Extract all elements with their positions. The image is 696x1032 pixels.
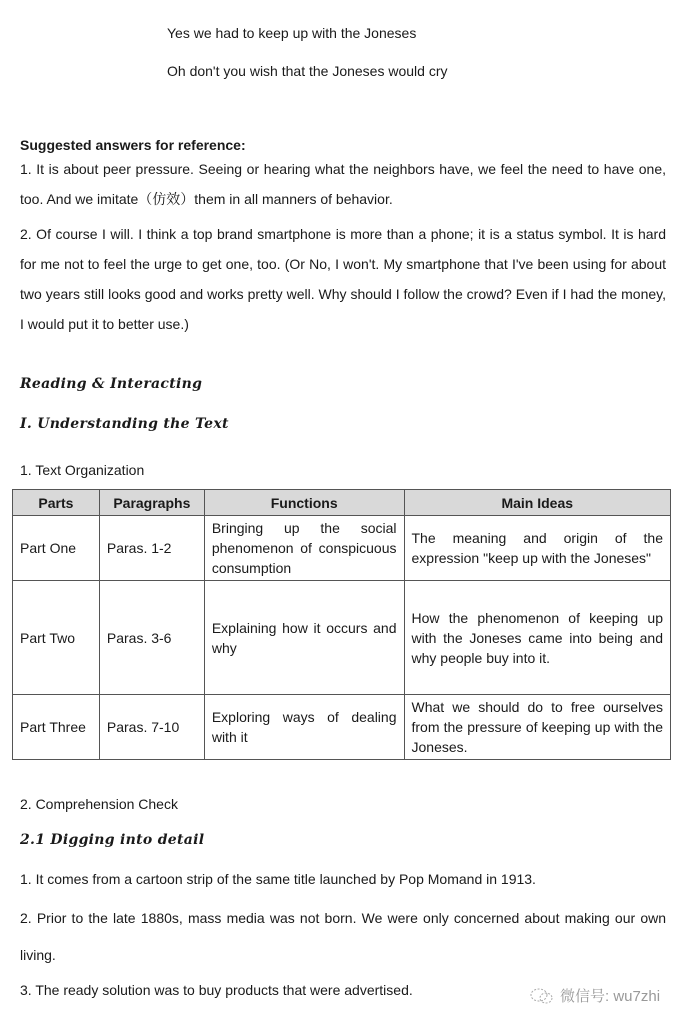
header-cell: Parts — [13, 490, 100, 516]
wechat-logo-icon — [530, 987, 554, 1005]
watermark-text: 微信号: wu7zhi — [560, 988, 661, 1005]
lyric-line: Oh don't you wish that the Joneses would cry — [167, 63, 448, 79]
table-cell: Bringing up the social phenomenon of conspicuous consumption — [204, 516, 404, 581]
table-cell: Paras. 3-6 — [99, 581, 204, 695]
section-title: Reading & Interacting — [20, 376, 203, 392]
table-row — [13, 581, 671, 695]
detail-answer-3: 3. The ready solution was to buy products that were advertised. — [20, 982, 413, 998]
comprehension-label: 2. Comprehension Check — [20, 796, 178, 812]
suggested-heading: Suggested answers for reference: — [20, 137, 246, 153]
header-cell: Paragraphs — [99, 490, 204, 516]
header-cell: Functions — [204, 490, 404, 516]
table-row — [13, 516, 671, 581]
table-cell: Paras. 1-2 — [99, 516, 204, 581]
comprehension-subtitle: 2.1 Digging into detail — [20, 832, 205, 848]
detail-answer-2: 2. Prior to the late 1880s, mass media was not born. We were only concerned about making our own living. — [20, 910, 666, 963]
table-cell: How the phenomenon of keeping up with the Joneses came into being and why people buy into it. — [404, 581, 671, 695]
table-cell: The meaning and origin of the expression "keep up with the Joneses" — [404, 516, 671, 581]
lyric-line: Yes we had to keep up with the Joneses — [167, 25, 417, 41]
table-cell: Exploring ways of dealing with it — [204, 695, 404, 760]
table-cell: Paras. 7-10 — [99, 695, 204, 760]
table-row — [13, 695, 671, 760]
table-cell: Explaining how it occurs and why — [204, 581, 404, 695]
answer-1: 1. It is about peer pressure. Seeing or hearing what the neighbors have, we feel the need to have one, too. And we imitate（仿效）them in all manners of behavior. — [20, 161, 666, 207]
table-header-row — [13, 490, 671, 516]
answer-2: 2. Of course I will. I think a top brand smartphone is more than a phone; it is a status symbol. It is hard for me not to feel the urge to get one, too. (Or No, I won't. My smartphone that I've been using for about two years still looks good and works pretty well. Why should I follow the crowd? Even if I had the money, I would put it to better use.) — [20, 226, 666, 332]
text-organization-table — [12, 489, 671, 760]
subsection-title: I. Understanding the Text — [20, 416, 229, 432]
text-organization-label: 1. Text Organization — [20, 462, 145, 478]
table-cell: Part Three — [13, 695, 100, 760]
watermark — [530, 985, 660, 1006]
detail-answer-1: 1. It comes from a cartoon strip of the same title launched by Pop Momand in 1913. — [20, 871, 536, 887]
table-cell: Part Two — [13, 581, 100, 695]
header-cell: Main Ideas — [404, 490, 671, 516]
table-cell: What we should do to free ourselves from the pressure of keeping up with the Joneses. — [404, 695, 671, 760]
table-cell: Part One — [13, 516, 100, 581]
